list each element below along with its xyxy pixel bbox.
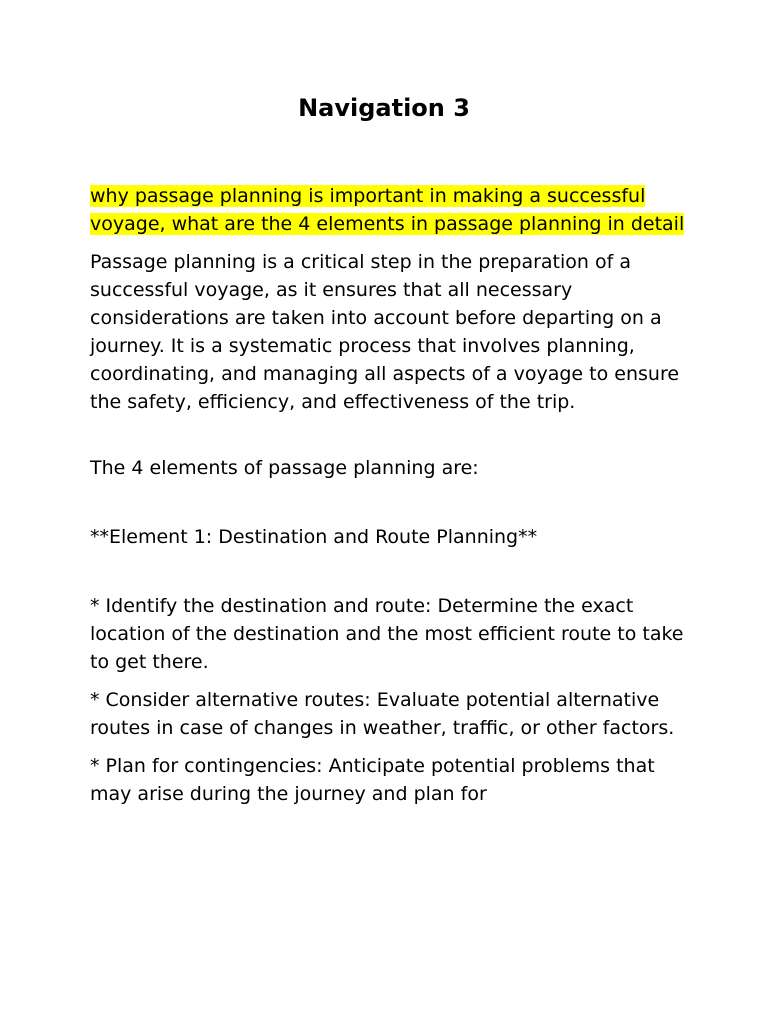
intro-paragraph: Passage planning is a critical step in the preparation of a successful voyage, as it ensures that all necessary considerations are taken into account before departing on a journey. It is a systematic process that involves planning, coordinating, and managing all aspects of a voyage to ensure the safety, efficiency, and effectiveness of the trip. [90, 251, 680, 413]
list-item: * Consider alternative routes: Evaluate potential alternative routes in case of changes in weather, traffic, or other factors. [90, 689, 675, 739]
list-item: * Identify the destination and route: Determine the exact location of the destination and the most efficient route to take to get there. [90, 595, 684, 673]
elements-intro: The 4 elements of passage planning are: [90, 457, 479, 479]
element-1-heading: **Element 1: Destination and Route Planning** [90, 526, 538, 548]
document-body [90, 182, 690, 808]
highlighted-question: why passage planning is important in making a successful voyage, what are the 4 elements in passage planning in detail [90, 185, 685, 235]
list-item: * Plan for contingencies: Anticipate potential problems that may arise during the journey and plan for [90, 755, 655, 805]
page-title: Navigation 3 [298, 94, 470, 122]
question-paragraph [90, 182, 690, 238]
